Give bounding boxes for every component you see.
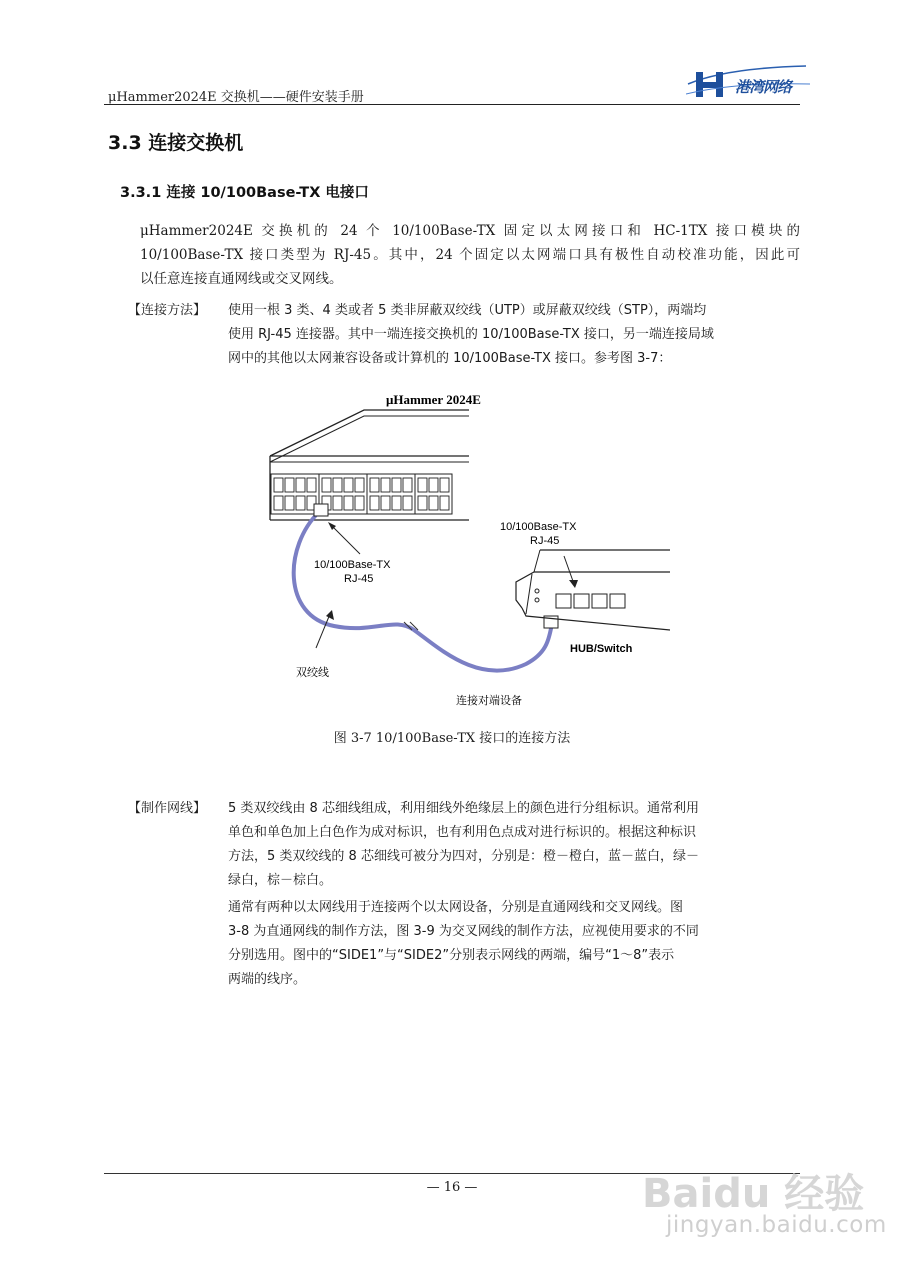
cable-types-line: 3-8 为直通网线的制作方法，图 3-9 为交叉网线的制作方法，应视使用要求的不同 [228,924,699,939]
page-number: — 16 — [426,1180,478,1195]
switch-port [392,478,401,492]
switch-port [285,478,294,492]
right-port-label: 10/100Base-TX [500,521,577,533]
make-cable-label: 【制作网线】 [128,801,207,816]
cable-label: 双绞线 [296,666,329,679]
intro-paragraph [140,219,800,291]
make-cable-line: 绿白，棕－棕白。 [228,873,333,888]
make-cable-line: 单色和单色加上白色作为成对标识，也有利用色点成对进行标识的。根据这种标识 [228,825,697,840]
hub-port [556,594,571,608]
logo-text: 港湾网络 [735,78,792,96]
switch-port [440,478,449,492]
hub-switch-device [516,550,670,630]
cable-types-line: 通常有两种以太网线用于连接两个以太网设备，分别是直通网线和交叉网线。图 [228,900,684,915]
connect-method-line: 网中的其他以太网兼容设备或计算机的 10/100Base-TX 接口。参考图 3-7： [228,351,672,366]
figure-caption: 图 3-7 10/100Base-TX 接口的连接方法 [333,731,571,746]
hub-port [610,594,625,608]
switch-port [355,496,364,510]
switch-port [274,496,283,510]
make-cable-line: 方法，5 类双绞线的 8 芯细线可被分为四对，分别是：橙－橙白，蓝－蓝白，绿－ [228,849,699,864]
switch-port [418,478,427,492]
cable-types-line: 分别选用。图中的“SIDE1”与“SIDE2”分别表示网线的两端，编号“1～8”表示 [228,948,675,963]
switch-port [333,496,342,510]
switch-port [370,496,379,510]
right-port-type: RJ-45 [530,535,560,547]
peer-device-label: 连接对端设备 [456,694,522,707]
cable-types-paragraph [228,896,802,992]
make-cable-paragraph [228,797,802,893]
connect-method-paragraph [228,299,802,371]
switch-port [355,478,364,492]
switch-port [403,496,412,510]
cable-types-line: 两端的线序。 [228,972,307,987]
switch-port [344,496,353,510]
header-divider [104,104,800,105]
switch-port [429,478,438,492]
switch-port [285,496,294,510]
switch-port [296,478,305,492]
watermark-brand: Baidu 经验 [642,1171,865,1217]
baidu-watermark [642,1140,887,1250]
watermark-url: jingyan.baidu.com [666,1212,887,1238]
company-logo [686,62,812,104]
connect-method-line: 使用一根 3 类、4 类或者 5 类非屏蔽双绞线（UTP）或屏蔽双绞线（STP），两端均 [228,303,707,318]
switch-port [344,478,353,492]
device-label: μHammer 2024E [386,392,481,407]
section-heading: 3.3 连接交换机 [108,132,244,154]
intro-line: 以任意连接直通网线或交叉网线。 [140,271,343,287]
twisted-pair-cable [294,512,552,671]
switch-port [440,496,449,510]
intro-line: 10/100Base-TX 接口类型为 RJ-45。其中，24 个固定以太网端口具有极性自动校准功能，因此可 [140,247,800,263]
header-title: μHammer2024E 交换机——硬件安装手册 [108,90,364,105]
switch-port [370,478,379,492]
switch-port [403,478,412,492]
rj45-plug-left [314,504,328,516]
hub-label: HUB/Switch [570,643,633,655]
left-port-type: RJ-45 [344,573,374,585]
switch-port [333,478,342,492]
connection-diagram [264,386,684,716]
hub-port [592,594,607,608]
subsection-heading: 3.3.1 连接 10/100Base-TX 电接口 [120,185,369,201]
switch-port-grid [271,474,452,514]
hub-port-row [556,594,625,608]
connect-method-line: 使用 RJ-45 连接器。其中一端连接交换机的 10/100Base-TX 接口，另一端连接局域 [228,327,714,342]
switch-port [381,478,390,492]
switch-port [274,478,283,492]
intro-line: μHammer2024E 交换机的 24 个 10/100Base-TX 固定以太网接口和 HC-1TX 接口模块的 [140,223,800,239]
switch-port [392,496,401,510]
switch-port [418,496,427,510]
make-cable-line: 5 类双绞线由 8 芯细线组成，利用细线外绝缘层上的颜色进行分组标识。通常利用 [228,801,699,816]
switch-device [270,410,469,520]
connect-method-label: 【连接方法】 [128,303,207,318]
switch-port [307,478,316,492]
switch-port [381,496,390,510]
left-port-label: 10/100Base-TX [314,559,391,571]
switch-port [429,496,438,510]
switch-port [322,478,331,492]
switch-port [296,496,305,510]
hub-port [574,594,589,608]
